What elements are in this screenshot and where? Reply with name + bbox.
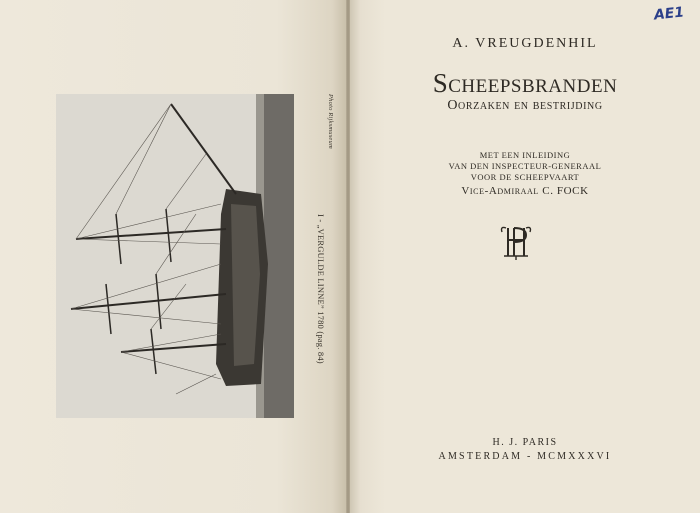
admiral-name: Vice-Admiraal C. FOCK [461,185,589,197]
photo-credit: Photo Rijksmuseum [327,94,334,149]
handwritten-note: AE1 [653,4,685,24]
intro-line-3: VOOR DE SCHEEPVAART [470,172,580,182]
plate-caption-text: I - „VERGULDE LINNE” 1780 (pag. 84) [316,214,326,364]
plate-caption [312,94,334,394]
publisher-name: H. J. PARIS [492,437,558,448]
ship-plate-image [56,94,294,418]
intro-line-1: MET EEN INLEIDING [479,150,571,160]
sailing-ship-illustration [56,94,294,418]
book-title: Scheepsbranden [432,68,618,98]
publisher-monogram-icon [496,222,536,262]
author-name: A. VREUGDENHIL [452,36,598,51]
publication-place-year: AMSTERDAM - MCMXXXVI [438,451,612,462]
intro-line-2: VAN DEN INSPECTEUR-GENERAAL [448,161,602,171]
book-subtitle: Oorzaken en bestrijding [447,98,603,113]
